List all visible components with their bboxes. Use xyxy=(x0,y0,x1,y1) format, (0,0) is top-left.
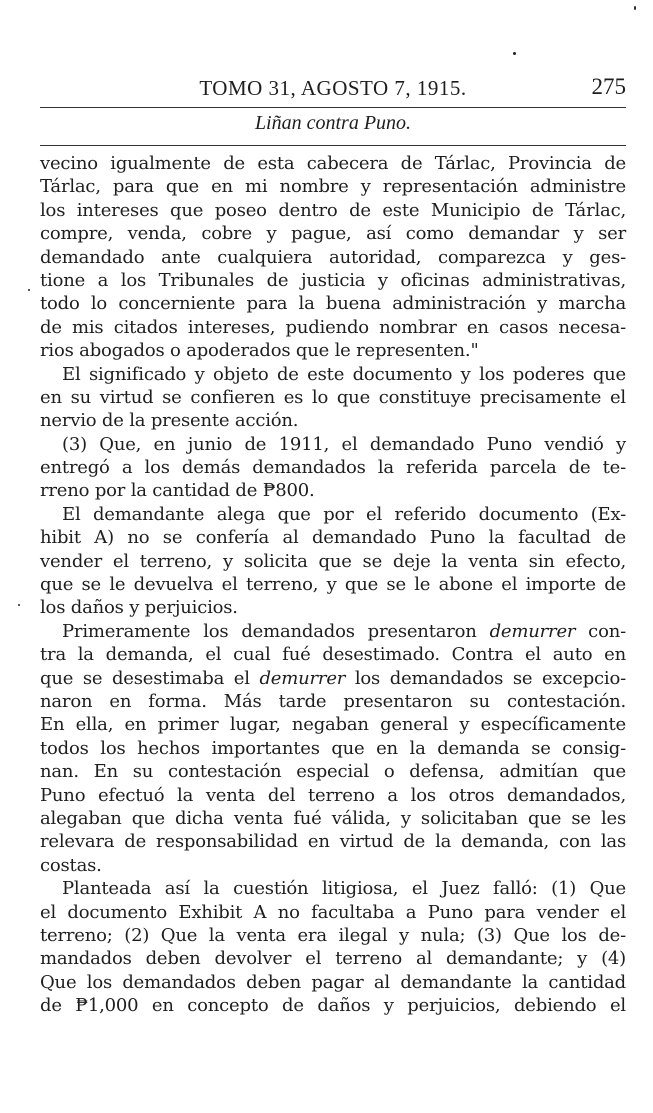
text-line: alegaban que dicha venta fué válida, y solicitaban que se les xyxy=(40,807,626,829)
paragraph-start: El demandante alega que por el referido documento (Ex- xyxy=(62,503,626,525)
case-title: Liñan contra Puno. xyxy=(254,112,412,134)
text-line: de mis citados intereses, pudiendo nombrar en casos necesa- xyxy=(40,316,626,338)
text-line: el documento Exhibit A no facultaba a Puno para vender el xyxy=(40,901,626,923)
print-speck xyxy=(18,604,20,606)
text-line: Que los demandados deben pagar al demandante la cantidad xyxy=(40,971,626,993)
text-line: que se desestimaba el demurrer los demandados se excepcio- xyxy=(40,667,626,689)
text-line: terreno; (2) Que la venta era ilegal y nula; (3) Que los de- xyxy=(40,924,626,946)
text-line: tra la demanda, el cual fué desestimado. Contra el auto en xyxy=(40,644,626,666)
text-line: todos los hechos importantes que en la demanda se consig- xyxy=(40,737,626,759)
text-line: rreno por la cantidad de ₱800. xyxy=(40,480,315,502)
text-line: hibit A) no se confería al demandado Puno la facultad de xyxy=(40,527,626,549)
print-speck xyxy=(634,6,636,10)
text-line: mandados deben devolver el terreno al demandante; y (4) xyxy=(40,948,626,970)
title-rule xyxy=(40,145,626,146)
page-number: 275 xyxy=(591,74,626,99)
body-text xyxy=(40,152,626,1017)
text-line: vender el terreno, y solicita que se deje la venta sin efecto, xyxy=(40,550,626,572)
print-speck xyxy=(28,289,30,291)
italic-term: demurrer xyxy=(489,620,576,642)
text-line: todo lo concerniente para la buena administración y marcha xyxy=(40,293,626,315)
text-line: tione a los Tribunales de justicia y oficinas administrativas, xyxy=(40,269,626,291)
text-line: que se le devuelva el terreno, y que se le abone el importe de xyxy=(40,574,626,596)
paragraph-start: El significado y objeto de este documento y los poderes que xyxy=(62,363,626,385)
text-line: En ella, en primer lugar, negaban general y específicamente xyxy=(40,714,626,736)
text-line: nervio de la presente acción. xyxy=(40,410,299,432)
italic-term: demurrer xyxy=(259,667,346,689)
text-line: en su virtud se confieren es lo que constituye precisamente el xyxy=(40,386,626,408)
text-line: rios abogados o apoderados que le representen." xyxy=(40,340,479,362)
text-line: de ₱1,000 en concepto de daños y perjuicios, debiendo el xyxy=(40,995,626,1017)
paragraph-start: Primeramente los demandados presentaron demurrer con- xyxy=(62,620,626,642)
header-rule xyxy=(40,107,626,108)
print-speck xyxy=(513,52,516,55)
text-line: nan. En su contestación especial o defensa, admitían que xyxy=(40,761,626,783)
text-line: entregó a los demás demandados la referida parcela de te- xyxy=(40,457,626,479)
text-line: relevara de responsabilidad en virtud de la demanda, con las xyxy=(40,831,626,853)
text-line: demandado ante cualquiera autoridad, comparezca y ges- xyxy=(40,246,626,268)
running-head: TOMO 31, AGOSTO 7, 1915. xyxy=(199,76,467,100)
text-line: compre, venda, cobre y pague, así como demandar y ser xyxy=(40,223,626,245)
page-header xyxy=(40,72,626,102)
text-line: vecino igualmente de esta cabecera de Tárlac, Provincia de xyxy=(40,153,626,174)
text-line: Tárlac, para que en mi nombre y representación administre xyxy=(40,176,626,198)
text-line: Puno efectuó la venta del terreno a los otros demandados, xyxy=(40,784,626,806)
paragraph-start: (3) Que, en junio de 1911, el demandado Puno vendió y xyxy=(62,433,626,455)
text-line: los daños y perjuicios. xyxy=(40,597,238,619)
text-line: los intereses que poseo dentro de este Municipio de Tárlac, xyxy=(40,199,626,221)
text-line: costas. xyxy=(40,854,102,876)
text-line: naron en forma. Más tarde presentaron su contestación. xyxy=(40,690,626,712)
paragraph-start: Planteada así la cuestión litigiosa, el Juez falló: (1) Que xyxy=(62,878,626,900)
